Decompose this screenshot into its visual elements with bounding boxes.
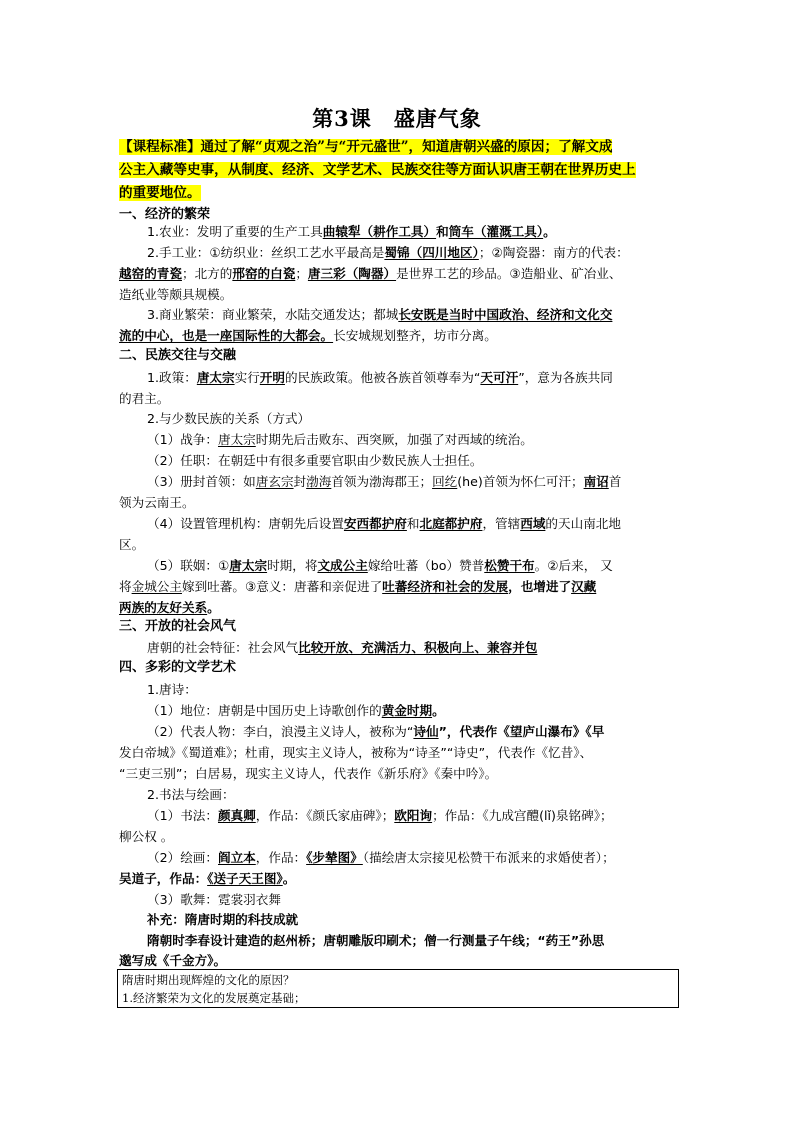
science-line: 邈写成《千金方》。 (119, 953, 227, 968)
standard-line: 公主入藏等史事，从制度、经济、文学艺术、民族交往等方面认识唐王朝在世界历史上 (119, 162, 636, 178)
administration-line: （4）设置管理机构：唐朝先后设置安西都护府和北庭都护府，管辖西域的天山南北地 (147, 516, 621, 531)
section-heading-economy: 一、经济的繁荣 (119, 207, 211, 222)
marriage-line: 将金城公主嫁到吐蕃。③意义：唐蕃和亲促进了吐蕃经济和社会的发展，也增进了汉藏 (119, 579, 597, 594)
handicraft-line: 2.手工业：①纺织业：丝织工艺水平最高是蜀锦（四川地区）；②陶瓷器：南方的代表： (147, 245, 629, 260)
marriage-line: （5）联姻：①唐太宗时期，将文成公主嫁给吐蕃（bo）赞普松赞干布。②后来， 又 (147, 558, 613, 573)
handicraft-line: 越窑的青瓷；北方的邢窑的白瓷；唐三彩（陶器）是世界工艺的珍品。③造船业、矿冶业、 (119, 266, 622, 281)
lesson-name: 盛唐气象 (393, 106, 482, 131)
office-line: （2）任职：在朝廷中有很多重要官职由少数民族人士担任。 (147, 453, 483, 468)
relation-line: 2.与少数民族的关系（方式） (147, 411, 311, 426)
poet-line: “三吏三别”；白居易，现实主义诗人，代表作《新乐府》《秦中吟》。 (119, 766, 498, 781)
war-line: （1）战争：唐太宗时期先后击败东、西突厥，加强了对西域的统治。 (147, 432, 533, 447)
section-heading-ethnic: 二、民族交往与交融 (119, 348, 237, 363)
poetry-status-line: （1）地位：唐朝是中国历史上诗歌创作的黄金时期。 (147, 703, 445, 718)
handicraft-line: 造纸业等颇具规模。 (119, 287, 233, 302)
lesson-number: 第3课 (312, 106, 372, 131)
calligraphy-line: （1）书法：颜真卿，作品：《颜氏家庙碑》；欧阳询；作品：《九成宫醴(lǐ)泉铭碑》； (147, 808, 613, 823)
calligraphy-line: 柳公权 。 (119, 829, 174, 844)
poet-line: 发白帝城》《蜀道难》；杜甫，现实主义诗人，被称为“诗圣”“诗史”，代表作《忆昔》、 (119, 745, 593, 760)
painting-line: 吴道子，作品：《送子天王图》。 (119, 871, 296, 886)
painting-line: （2）绘画：阎立本，作品：《步辇图》（描绘唐太宗接见松赞干布派来的求婚使者）； (147, 850, 615, 865)
commerce-line: 流的中心，也是一座国际性的大都会。长安城规划整齐，坊市分离。 (119, 328, 497, 343)
poet-line: （2）代表人物：李白，浪漫主义诗人，被称为“诗仙”，代表作《望庐山瀑布》《早 (147, 724, 605, 739)
art-line: 2.书法与绘画： (147, 787, 235, 802)
marriage-line: 两族的友好关系。 (119, 600, 220, 615)
science-line: 隋朝时李春设计建造的赵州桥；唐朝雕版印刷术；僧一行测量子午线；“药王”孙思 (147, 933, 605, 948)
poetry-line: 1.唐诗： (147, 682, 197, 697)
conferment-line: （3）册封首领：如唐玄宗封渤海首领为渤海郡王；回纥(he)首领为怀仁可汗；南诏首 (147, 474, 622, 489)
question-text: 隋唐时期出现辉煌的文化的原因？ (122, 973, 295, 987)
policy-line: 的君主。 (119, 391, 170, 406)
commerce-line: 3.商业繁荣：商业繁荣，水陆交通发达；都城长安既是当时中国政治、经济和文化交 (147, 307, 613, 322)
section-heading-literature: 四、多彩的文学艺术 (119, 660, 237, 675)
administration-line: 区。 (119, 537, 145, 552)
agriculture-line: 1.农业：发明了重要的生产工具曲辕犁（耕作工具）和筒车（灌溉工具）。 (147, 224, 556, 239)
standard-line: 的重要地位。 (119, 185, 201, 201)
conferment-line: 领为云南王。 (119, 495, 195, 510)
section-heading-society: 三、开放的社会风气 (119, 619, 237, 634)
answer-text: 1.经济繁荣为文化的发展奠定基础； (122, 991, 306, 1005)
society-line: 唐朝的社会特征：社会风气比较开放、充满活力、积极向上、兼容并包 (147, 640, 538, 655)
standard-line: 【课程标准】通过了解“贞观之治”与“开元盛世”，知道唐朝兴盛的原因；了解文成 (119, 139, 613, 155)
lesson-title (0, 103, 794, 133)
supplement-heading: 补充：隋唐时期的科技成就 (147, 912, 299, 927)
policy-line: 1.政策：唐太宗实行开明的民族政策。他被各族首领尊奉为“天可汗”，意为各族共同 (147, 370, 613, 385)
question-box (117, 969, 679, 1008)
dance-line: （3）歌舞：霓裳羽衣舞 (147, 892, 281, 907)
curriculum-standard (119, 136, 679, 205)
